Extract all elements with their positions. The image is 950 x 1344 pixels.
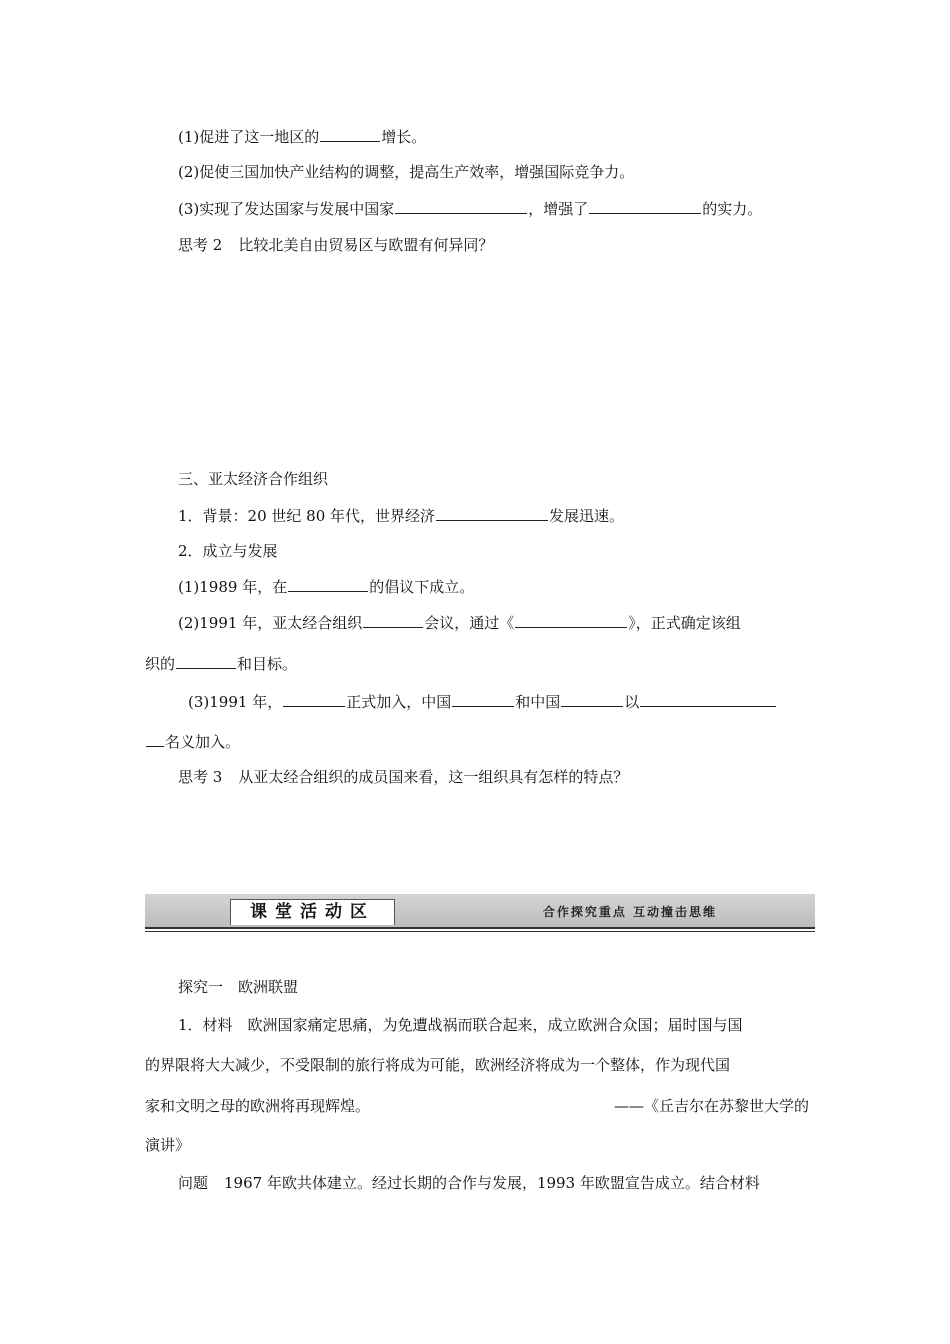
fill-blank[interactable] <box>288 577 368 592</box>
fill-blank[interactable] <box>176 654 236 669</box>
material-line-2 <box>145 1055 815 1075</box>
material-line-3 <box>145 1096 809 1116</box>
fill-blank[interactable] <box>283 692 345 707</box>
text: 发展迅速。 <box>549 507 625 525</box>
explore-heading <box>178 977 818 997</box>
think-label: 思考 2 <box>178 236 223 254</box>
question-label: 问题 <box>178 1174 209 1192</box>
fill-blank[interactable] <box>452 692 514 707</box>
citation: ——《丘吉尔在苏黎世大学的 <box>613 1097 809 1115</box>
think-text: 从亚太经合组织的成员国来看，这一组织具有怎样的特点？ <box>238 768 629 786</box>
text: 1．材料 欧洲国家痛定思痛，为免遭战祸而联合起来，成立欧洲合众国；届时国与国 <box>178 1016 743 1034</box>
material-line-1 <box>178 1015 818 1035</box>
text: 的界限将大大减少，不受限制的旅行将成为可能，欧洲经济将成为一个整体，作为现代国 <box>145 1056 731 1074</box>
text: 名义加入。 <box>165 733 241 751</box>
text: (2)1991 年，亚太经合组织 <box>178 614 363 632</box>
text: (1)1989 年，在 <box>178 578 288 596</box>
fill-blank[interactable] <box>436 506 548 521</box>
think-2 <box>178 235 818 255</box>
fill-blank[interactable] <box>515 613 627 628</box>
section-banner <box>145 894 815 929</box>
item-1-line <box>178 127 818 147</box>
think-3 <box>178 767 818 787</box>
fill-blank[interactable] <box>146 732 164 747</box>
text: 增长。 <box>381 128 427 146</box>
dev-item-3 <box>188 692 828 712</box>
item-2-line <box>178 162 818 182</box>
fill-blank[interactable] <box>320 127 380 142</box>
dev-item-2-cont <box>145 654 785 674</box>
development-heading <box>178 541 818 561</box>
banner-rule <box>145 931 815 932</box>
banner-subtitle: 合作探究重点 互动撞击思维 <box>542 905 717 919</box>
text: 以 <box>624 693 640 711</box>
dev-item-2 <box>178 613 818 633</box>
text: 的实力。 <box>702 200 763 218</box>
section-3-heading <box>178 469 818 489</box>
text: (3)1991 年， <box>188 693 283 711</box>
dev-item-3-cont <box>145 732 785 752</box>
background-line <box>178 506 818 526</box>
text: 的倡议下成立。 <box>369 578 475 596</box>
fill-blank[interactable] <box>363 613 423 628</box>
text: 正式加入，中国 <box>346 693 452 711</box>
heading-text: 三、亚太经济合作组织 <box>178 470 329 488</box>
text: 织的 <box>145 655 176 673</box>
fill-blank[interactable] <box>395 199 527 214</box>
text: 和目标。 <box>237 655 298 673</box>
question-text: 1967 年欧共体建立。经过长期的合作与发展，1993 年欧盟宣告成立。结合材料 <box>224 1174 760 1192</box>
text: 探究一 欧洲联盟 <box>178 978 299 996</box>
text: 》，正式确定该组 <box>628 614 741 632</box>
fill-blank[interactable] <box>561 692 623 707</box>
text: 演讲》 <box>145 1136 191 1154</box>
fill-blank[interactable] <box>589 199 701 214</box>
dev-item-1 <box>178 577 818 597</box>
material-line-4 <box>145 1135 785 1155</box>
banner-title: 课堂活动区 <box>230 899 395 925</box>
text: 2．成立与发展 <box>178 542 278 560</box>
text: (3)实现了发达国家与发展中国家 <box>178 200 395 218</box>
think-text: 比较北美自由贸易区与欧盟有何异同？ <box>238 236 494 254</box>
text: (1)促进了这一地区的 <box>178 128 320 146</box>
text: 会议，通过《 <box>424 614 515 632</box>
text: 家和文明之母的欧洲将再现辉煌。 <box>145 1097 371 1115</box>
item-3-line <box>178 199 818 219</box>
question-line <box>178 1173 818 1193</box>
text: 1．背景：20 世纪 80 年代，世界经济 <box>178 507 436 525</box>
text: 和中国 <box>515 693 561 711</box>
text: ，增强了 <box>528 200 589 218</box>
think-label: 思考 3 <box>178 768 223 786</box>
fill-blank[interactable] <box>640 692 776 707</box>
text: (2)促使三国加快产业结构的调整，提高生产效率，增强国际竞争力。 <box>178 163 635 181</box>
